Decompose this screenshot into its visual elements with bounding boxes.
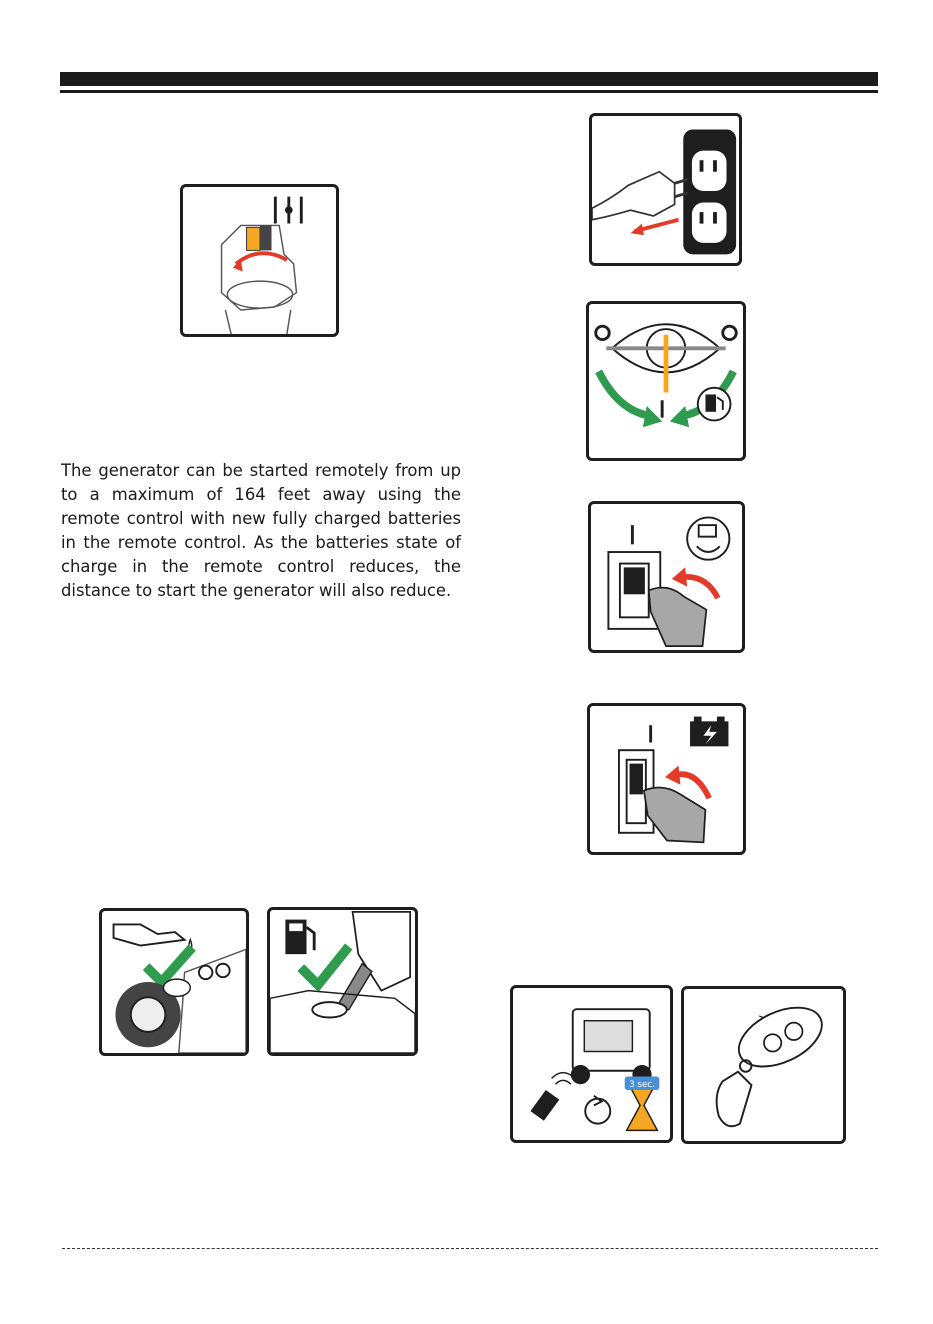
oil-check-figure	[99, 908, 249, 1056]
choke-figure	[180, 184, 339, 337]
remote-keyfob-figure	[681, 986, 846, 1144]
fuel-check-figure	[267, 907, 418, 1056]
fuel-check-icon	[270, 910, 415, 1053]
battery-switch-figure	[587, 703, 746, 855]
start-switch-icon	[591, 504, 742, 650]
timer-badge: 3 sec.	[629, 1080, 655, 1091]
unplug-figure	[589, 113, 742, 266]
remote-keyfob-icon	[684, 989, 843, 1141]
unplug-icon	[592, 116, 739, 263]
choke-icon	[183, 187, 336, 334]
remote-start-icon	[513, 988, 670, 1140]
oil-check-icon	[102, 911, 246, 1053]
footer-dashed-rule	[62, 1248, 878, 1249]
fuel-valve-icon	[589, 304, 743, 458]
fuel-valve-figure	[586, 301, 746, 461]
remote-range-paragraph: The generator can be started remotely from up to a maximum of 164 feet away using the remote control with new fully charged batteries in the remote control. As the batteries state of charge in the remote control reduces, the distance to start the generator will also reduce.	[61, 461, 461, 601]
engine-switch-figure	[588, 501, 745, 653]
header-rule	[60, 90, 878, 93]
remote-start-figure	[510, 985, 673, 1143]
header-bar	[60, 72, 878, 86]
battery-switch-icon	[590, 706, 743, 852]
